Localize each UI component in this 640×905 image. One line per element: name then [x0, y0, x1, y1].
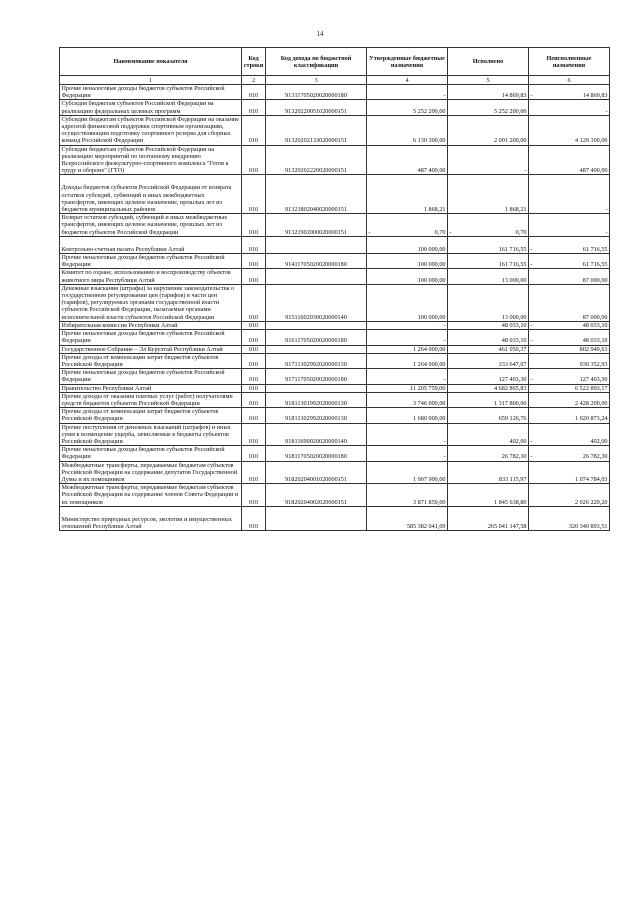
- approved-amount: [367, 506, 448, 530]
- unexecuted-amount-value: -: [605, 206, 608, 214]
- line-code: 010: [242, 392, 266, 407]
- table-row: [60, 461, 610, 484]
- table-row: [60, 330, 610, 345]
- approved-amount: [367, 321, 448, 329]
- table-row: [60, 345, 610, 353]
- indicator-name: Государственное Собрание – Эл Курултай Республики Алтай: [60, 345, 242, 353]
- line-code: 010: [242, 85, 266, 100]
- approved-amount: [367, 254, 448, 269]
- executed-amount-value: 4 682 865,83: [494, 384, 527, 392]
- budget-code: 91320202220020000151: [266, 145, 367, 175]
- executed-amount-value: -: [524, 167, 527, 175]
- budget-code: 91811301992020000130: [266, 392, 367, 407]
- indicator-name: Правительство Республики Алтай: [60, 384, 242, 392]
- executed-amount: [448, 369, 529, 384]
- executed-amount: [448, 330, 529, 345]
- line-code: 010: [242, 461, 266, 484]
- unexecuted-amount-value: -: [605, 228, 608, 236]
- header-executed: Исполнено: [448, 48, 529, 76]
- indicator-name: Прочие неналоговые доходы бюджетов субъектов Российской Федерации: [60, 85, 242, 100]
- table-row: [60, 269, 610, 284]
- table-row: [60, 100, 610, 115]
- table-row: [60, 506, 610, 530]
- approved-amount: [367, 353, 448, 368]
- indicator-name: Доходы бюджетов субъектов Российской Федерации от возврата остатков субсидий, субвенций и иных межбюджетных трансфертов, имеющих целевое назначение, прошлых лет из бюджетов муниципальных районов: [60, 175, 242, 214]
- approved-amount: [367, 284, 448, 321]
- executed-amount-value: 333 647,07: [498, 360, 527, 368]
- line-code: 010: [242, 345, 266, 353]
- line-code: 010: [242, 145, 266, 175]
- approved-amount: [367, 115, 448, 145]
- executed-amount-value: 1 868,21: [504, 206, 527, 214]
- unexecuted-amount: [529, 85, 610, 100]
- table-row: [60, 236, 610, 253]
- approved-amount: [367, 423, 448, 446]
- executed-amount-value: 0,70: [515, 228, 527, 236]
- executed-amount: [448, 321, 529, 329]
- executed-amount: [448, 145, 529, 175]
- indicator-name: Прочие неналоговые доходы бюджетов субъектов Российской Федерации: [60, 330, 242, 345]
- budget-code: 91811302992020000130: [266, 408, 367, 423]
- column-number: 1: [60, 76, 242, 85]
- unexecuted-amount-value: 87 000,00: [582, 313, 608, 321]
- unexecuted-amount-value: 1 074 784,03: [575, 475, 608, 483]
- unexecuted-amount: [529, 353, 610, 368]
- unexecuted-amount: [529, 423, 610, 446]
- approved-amount: [367, 345, 448, 353]
- indicator-name: Министерство природных ресурсов, экологии и имущественных отношений Республики Алтай: [60, 506, 242, 530]
- approved-amount: [367, 369, 448, 384]
- line-code: 010: [242, 115, 266, 145]
- indicator-name: Прочие поступления от денежных взысканий (штрафов) и иных сумм в возмещение ущерба, зачисляемые в бюджеты субъектов Российской Федерации: [60, 423, 242, 446]
- table-row: [60, 384, 610, 392]
- budget-code: 91811705020020000180: [266, 446, 367, 461]
- unexecuted-amount-value: 320 340 893,51: [568, 522, 608, 530]
- table-row: [60, 175, 610, 214]
- approved-amount: [367, 384, 448, 392]
- header-approved: Утвержденные бюджетные назначения: [367, 48, 448, 76]
- negative-dash: -: [530, 437, 533, 445]
- approved-amount-value: -: [443, 337, 446, 345]
- table-row: [60, 85, 610, 100]
- approved-amount-value: 6 130 300,00: [413, 137, 446, 145]
- line-code: 010: [242, 254, 266, 269]
- approved-amount: [367, 330, 448, 345]
- approved-amount-value: 1 680 000,00: [413, 415, 446, 423]
- unexecuted-amount: [529, 175, 610, 214]
- executed-amount: [448, 236, 529, 253]
- negative-dash: -: [368, 228, 371, 236]
- line-code: 010: [242, 446, 266, 461]
- executed-amount-value: 13 000,00: [501, 313, 527, 321]
- budget-code: 91321802040020000151: [266, 175, 367, 214]
- unexecuted-amount: [529, 345, 610, 353]
- unexecuted-amount-value: 2 428 200,00: [575, 399, 608, 407]
- approved-amount: [367, 100, 448, 115]
- executed-amount-value: 461 050,37: [498, 345, 527, 353]
- line-code: 010: [242, 484, 266, 507]
- column-number: 6: [529, 76, 610, 85]
- approved-amount-value: 3 871 859,00: [413, 498, 446, 506]
- unexecuted-amount: [529, 369, 610, 384]
- indicator-name: Прочие доходы от оказания платных услуг (работ) получателями средств бюджетов субъектов Российской Федерации: [60, 392, 242, 407]
- line-code: 010: [242, 330, 266, 345]
- line-code: 010: [242, 423, 266, 446]
- executed-amount: [448, 254, 529, 269]
- indicator-name: Субсидия бюджетам субъектов Российской Федерации на реализацию федеральных целевых программ: [60, 100, 242, 115]
- unexecuted-amount: [529, 484, 610, 507]
- unexecuted-amount-value: -: [605, 107, 608, 115]
- approved-amount-value: 1 264 000,00: [413, 345, 446, 353]
- table-row: [60, 214, 610, 237]
- indicator-name: Субсидии бюджетам субъектов Российской Федерации на оказание адресной финансовой поддержки спортивным организациям, осуществляющим подготовку спортивного резерва для сборных команд Российской Федерации: [60, 115, 242, 145]
- approved-amount: [367, 145, 448, 175]
- table-row: [60, 446, 610, 461]
- approved-amount-value: -: [443, 321, 446, 329]
- unexecuted-amount: [529, 384, 610, 392]
- negative-dash: -: [530, 321, 533, 329]
- executed-amount-value: 1 845 638,80: [494, 498, 527, 506]
- header-unexecuted: Неисполненные назначения: [529, 48, 610, 76]
- approved-amount-value: 3 746 000,00: [413, 399, 446, 407]
- table-row: [60, 115, 610, 145]
- unexecuted-amount: [529, 408, 610, 423]
- budget-code: [266, 321, 367, 329]
- budget-code: 91811690020020000140: [266, 423, 367, 446]
- unexecuted-amount-value: 487 400,00: [579, 167, 608, 175]
- line-code: 010: [242, 175, 266, 214]
- negative-dash: -: [530, 92, 533, 100]
- budget-code: [266, 506, 367, 530]
- budget-code: 91321902000020000151: [266, 214, 367, 237]
- budget-code: 91411705020020000180: [266, 254, 367, 269]
- unexecuted-amount-value: 14 869,83: [582, 92, 608, 100]
- unexecuted-amount: [529, 236, 610, 253]
- executed-amount-value: 1 317 800,00: [494, 399, 527, 407]
- approved-amount-value: -: [443, 437, 446, 445]
- budget-code: [266, 269, 367, 284]
- approved-amount: [367, 214, 448, 237]
- indicator-name: Межбюджетные трансферты, передаваемые бюджетам субъектов Российской Федерации на содержание депутатов Государственной Думы и их помощников: [60, 461, 242, 484]
- unexecuted-amount: [529, 506, 610, 530]
- executed-amount: [448, 484, 529, 507]
- budget-code: 91320202133020000151: [266, 115, 367, 145]
- unexecuted-amount-value: 930 352,93: [579, 360, 608, 368]
- unexecuted-amount: [529, 115, 610, 145]
- executed-amount: [448, 115, 529, 145]
- negative-dash: -: [530, 453, 533, 461]
- unexecuted-amount: [529, 145, 610, 175]
- unexecuted-amount-value: 48 033,10: [582, 337, 608, 345]
- approved-amount-value: 0,70: [434, 228, 446, 236]
- unexecuted-amount: [529, 269, 610, 284]
- unexecuted-amount-value: 802 949,63: [579, 345, 608, 353]
- executed-amount-value: 26 782,30: [501, 453, 527, 461]
- executed-amount: [448, 85, 529, 100]
- indicator-name: Комитет по охране, использованию и воспроизводству объектов животного мира Республики Алтай: [60, 269, 242, 284]
- executed-amount: [448, 353, 529, 368]
- executed-amount-value: 161 716,55: [498, 245, 527, 253]
- unexecuted-amount-value: 48 033,10: [582, 321, 608, 329]
- table-row: [60, 145, 610, 175]
- table-body: [60, 85, 610, 531]
- indicator-name: Субсидии бюджетам субъектов Российской Федерации на реализацию мероприятий по поэтапному внедрению Всероссийского физкультурно-спортивного комплекса "Готов к труду и обороне" (ГТО): [60, 145, 242, 175]
- indicator-name: Возврат остатков субсидий, субвенций и иных межбюджетных трансфертов, имеющих целевое назначение, прошлых лет из бюджетов субъектов Российской Федерации: [60, 214, 242, 237]
- budget-code: [266, 345, 367, 353]
- indicator-name: Прочие неналоговые доходы бюджетов субъектов Российской Федерации: [60, 446, 242, 461]
- budget-code: 91511602030020000140: [266, 284, 367, 321]
- executed-amount-value: 161 716,55: [498, 261, 527, 269]
- line-code: 010: [242, 321, 266, 329]
- column-number: 2: [242, 76, 266, 85]
- negative-dash: -: [530, 245, 533, 253]
- executed-amount: [448, 100, 529, 115]
- unexecuted-amount: [529, 254, 610, 269]
- line-code: 010: [242, 506, 266, 530]
- executed-amount-value: 402,00: [509, 437, 527, 445]
- approved-amount-value: -: [443, 453, 446, 461]
- line-code: 010: [242, 408, 266, 423]
- approved-amount: [367, 446, 448, 461]
- unexecuted-amount-value: 127 403,30: [579, 376, 608, 384]
- unexecuted-amount-value: 26 782,30: [582, 453, 608, 461]
- unexecuted-amount: [529, 330, 610, 345]
- header-budget-code: Код дохода по бюджетной классификации: [266, 48, 367, 76]
- executed-amount-value: 2 001 200,00: [494, 137, 527, 145]
- executed-amount: [448, 175, 529, 214]
- page-number: 14: [316, 30, 324, 38]
- approved-amount-value: -: [443, 376, 446, 384]
- unexecuted-amount-value: 1 020 873,24: [575, 415, 608, 423]
- column-number: 3: [266, 76, 367, 85]
- executed-amount: [448, 408, 529, 423]
- executed-amount-value: 14 869,83: [501, 92, 527, 100]
- unexecuted-amount: [529, 446, 610, 461]
- unexecuted-amount-value: 6 522 893,17: [575, 384, 608, 392]
- executed-amount-value: 13 000,00: [501, 276, 527, 284]
- unexecuted-amount-value: 61 716,55: [582, 245, 608, 253]
- executed-amount: [448, 214, 529, 237]
- table-row: [60, 423, 610, 446]
- budget-execution-table: [59, 47, 610, 531]
- indicator-name: Прочие доходы от компенсации затрат бюджетов субъектов Российской Федерации: [60, 353, 242, 368]
- executed-amount-value: 833 115,97: [498, 475, 527, 483]
- indicator-name: Избирательная комиссия Республики Алтай: [60, 321, 242, 329]
- unexecuted-amount: [529, 392, 610, 407]
- executed-amount: [448, 384, 529, 392]
- approved-amount: [367, 461, 448, 484]
- unexecuted-amount: [529, 214, 610, 237]
- approved-amount: [367, 175, 448, 214]
- unexecuted-amount-value: 2 026 220,20: [575, 498, 608, 506]
- approved-amount-value: 585 382 041,09: [406, 522, 446, 530]
- table-row: [60, 321, 610, 329]
- column-number: 4: [367, 76, 448, 85]
- approved-amount: [367, 236, 448, 253]
- unexecuted-amount-value: 4 129 100,00: [575, 137, 608, 145]
- approved-amount-value: 11 205 759,00: [410, 384, 446, 392]
- approved-amount: [367, 484, 448, 507]
- header-name: Наименование показателя: [60, 48, 242, 76]
- approved-amount-value: 100 000,00: [417, 245, 446, 253]
- unexecuted-amount: [529, 321, 610, 329]
- budget-code: 91820204001020000151: [266, 461, 367, 484]
- line-code: 010: [242, 269, 266, 284]
- approved-amount-value: 5 252 200,00: [413, 107, 446, 115]
- approved-amount-value: 1 868,21: [423, 206, 446, 214]
- unexecuted-amount: [529, 461, 610, 484]
- line-code: 010: [242, 353, 266, 368]
- executed-amount: [448, 446, 529, 461]
- unexecuted-amount-value: 87 000,00: [582, 276, 608, 284]
- line-code: 010: [242, 236, 266, 253]
- executed-amount-value: 265 041 147,58: [487, 522, 527, 530]
- executed-amount: [448, 269, 529, 284]
- negative-dash: -: [530, 376, 533, 384]
- line-code: 010: [242, 100, 266, 115]
- executed-amount-value: 127 403,30: [498, 376, 527, 384]
- budget-code: [266, 384, 367, 392]
- budget-code: [266, 236, 367, 253]
- budget-code: 91711302992020000130: [266, 353, 367, 368]
- unexecuted-amount: [529, 284, 610, 321]
- unexecuted-amount-value: 402,00: [590, 437, 608, 445]
- approved-amount: [367, 85, 448, 100]
- executed-amount-value: 659 126,76: [498, 415, 527, 423]
- executed-amount: [448, 461, 529, 484]
- executed-amount: [448, 423, 529, 446]
- indicator-name: Прочие доходы от компенсации затрат бюджетов субъектов Российской Федерации: [60, 408, 242, 423]
- negative-dash: -: [530, 337, 533, 345]
- table-row: [60, 254, 610, 269]
- budget-code: 91320220051020000151: [266, 100, 367, 115]
- approved-amount: [367, 408, 448, 423]
- indicator-name: Прочие неналоговые доходы бюджетов субъектов Российской Федерации: [60, 254, 242, 269]
- line-code: 010: [242, 384, 266, 392]
- executed-amount-value: 48 033,10: [501, 321, 527, 329]
- line-code: 010: [242, 214, 266, 237]
- approved-amount-value: 100 000,00: [417, 261, 446, 269]
- approved-amount: [367, 392, 448, 407]
- budget-code: 91311705020020000180: [266, 85, 367, 100]
- approved-amount-value: -: [443, 92, 446, 100]
- negative-dash: -: [449, 228, 452, 236]
- executed-amount: [448, 506, 529, 530]
- column-number: 5: [448, 76, 529, 85]
- executed-amount: [448, 284, 529, 321]
- indicator-name: Прочие неналоговые доходы бюджетов субъектов Российской Федерации: [60, 369, 242, 384]
- indicator-name: Межбюджетные трансферты, передаваемые бюджетам субъектов Российской Федерации на содержание членов Совета Федерации и их помощников: [60, 484, 242, 507]
- line-code: 010: [242, 284, 266, 321]
- executed-amount-value: 5 252 200,00: [494, 107, 527, 115]
- executed-amount: [448, 392, 529, 407]
- executed-amount: [448, 345, 529, 353]
- table-row: [60, 284, 610, 321]
- column-number-row: [60, 76, 610, 85]
- approved-amount-value: 100 000,00: [417, 313, 446, 321]
- table-row: [60, 408, 610, 423]
- approved-amount-value: 1 907 900,00: [413, 475, 446, 483]
- approved-amount-value: 100 000,00: [417, 276, 446, 284]
- table-header-row: [60, 48, 610, 76]
- header-line-code: Код строки: [242, 48, 266, 76]
- approved-amount: [367, 269, 448, 284]
- unexecuted-amount-value: 61 716,55: [582, 261, 608, 269]
- line-code: 010: [242, 369, 266, 384]
- negative-dash: -: [530, 261, 533, 269]
- budget-code: 91611705020020000180: [266, 330, 367, 345]
- table-row: [60, 353, 610, 368]
- executed-amount-value: 48 033,10: [501, 337, 527, 345]
- approved-amount-value: 487 400,00: [417, 167, 446, 175]
- approved-amount-value: 1 264 000,00: [413, 360, 446, 368]
- budget-code: 91711705020020000180: [266, 369, 367, 384]
- budget-code: 91820204002020000151: [266, 484, 367, 507]
- table-row: [60, 369, 610, 384]
- indicator-name: Контрольно-счетная палата Республики Алтай: [60, 236, 242, 253]
- table-row: [60, 484, 610, 507]
- unexecuted-amount: [529, 100, 610, 115]
- table-row: [60, 392, 610, 407]
- indicator-name: Денежные взыскания (штрафы) за нарушение законодательства о государственном регулировании цен (тарифов) в части цен (тарифов), регулируемых органами государственной власти субъектов Российской Федерации, налагаемые органами исполнительной власти субъектов Российской Федерации: [60, 284, 242, 321]
